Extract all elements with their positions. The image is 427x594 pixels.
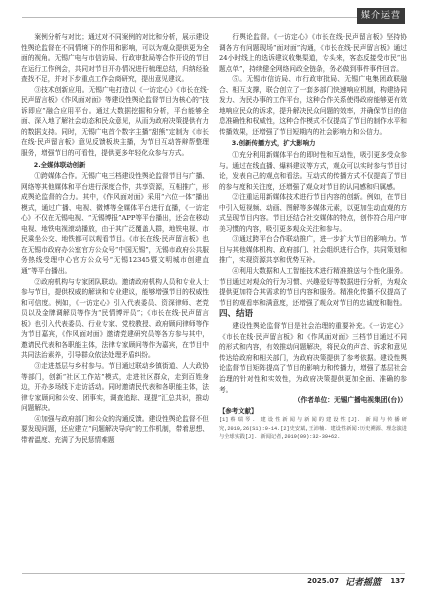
author-affiliation: （作者单位：无锡广播电视集团(台)） (293, 396, 407, 405)
section-tag: 媒介运营 (357, 8, 405, 24)
footer-rule (22, 573, 405, 574)
subheading: 3.创新传播方式，扩大影响力 (231, 139, 316, 148)
paragraph: ①充分利用新媒体平台的即时性和互动性，吸引更多受众参与。通过在线直播、爆料建议等方式，观众可以实时参与节目讨论，发表自己的观点和看法。互动式的传播方式不仅提高了节目的参与度和关注度，还增强了观众对节目的认同感和归属感。 (219, 151, 407, 191)
paragraph: ②政府机构与专家团队联动。邀请政府机构人员和专业人士参与节目，提供权威的解读和专业建议，能够增强节目的权威性和可信度。例如，《一访定心》引入代表委员、资深律师、老党员以及金牌调解员等作为“民情博评员”；《市长在线·民声留言板》也引入代表委员、行业专家、党校教授、政府顾问律师等作为节目嘉宾，《作风面对面》邀请党建研究员等各方参与其中，邀请民代表和各职能主体，法律专家顾问等作为嘉宾，在节目中共同法治素养，引导群众依法处理矛盾纠纷。 (21, 277, 209, 360)
page-number: 137 (390, 577, 405, 585)
reference-list: [1]蔡瑞琴. 建设性新闻与新闻的建设性[J]. 新闻与传播研究,2019,26(S1):9-14.[2]史安斌,王沛楠. 建设性新闻:历史溯源、理念演进与全球实践[J]. 新闻记者,2019(09):32-39+62. (219, 417, 407, 441)
left-column (21, 32, 209, 445)
paragraph: ①跨媒体合作。无锡广电三档建设性舆论监督节目与广播、网络等其他媒体和平台进行深度合作，共享资源，互相推广，形成舆论监督的合力。其中，《作风面对面》采用“六位一体”播出模式，通过广播、电视、微博等全媒体平台进行直播，《一访定心》不仅在无锡电视、“无锡博报”APP等平台播出，还会在移动电视、地铁电视滚动播放，由于其广泛覆盖人群，地铁电视、市民乘坐公交、地铁都可以观看节目。《市长在线·民声留言板》也在无锡市政府办公室官方公众号“中国无锡”，无锡市政府公共服务热线受理中心官方公众号“无锡12345暨文明城市创建直通”等平台播出。 (21, 172, 209, 276)
paragraph: 建设性舆论监督节目是社会治理的重要补充。《一访定心》《市长在线·民声留言板》和《作风面对面》三档节目通过不同的形式和内容，有效推动问题解决，将民众的声音、诉求和意见传达给政府和相关部门，为政府决策提供了参考依据。建设性舆论监督节目矩阵提高了节目的影响力和传播力，增强了基层社会治理的针对性和实效性，为政府决策提供更加全面、准确的参考。 (219, 322, 407, 394)
paragraph: ③通过跨平台合作联动推广，进一步扩大节目的影响力。节目与其他媒体机构、政府部门、社会组织进行合作，共同策划和推广，实现资源共享和优势互补。 (219, 235, 407, 265)
magazine-logo: 记者摇篮 (344, 578, 381, 588)
right-column (219, 32, 407, 442)
subheading: 2.全媒体联动创新 (33, 160, 86, 169)
paragraph: ②注重运用新媒体技术进行节目内容的创新。例如，在节目中引入短视频、动画、图解等多媒体元素，以更加生动直观的方式呈现节目内容。节目还结合社交媒体的特点，创作符合用户审美习惯的内容，吸引更多观众关注和参与。 (219, 193, 407, 233)
header-rule (22, 17, 405, 18)
paragraph: ③技术创新应用。无锡广电打造以《一访定心》《市长在线·民声留言板》《作风面对面》等建设性舆论监督节目为核心的“技诉即应”融合应用平台。通过大数据挖掘和分析，平台能够全面、深入地了解社会动态和民众意见，从而为政府决策提供有力的数据支持。同时，无锡广电首个数字主播“甜熊”定制为《市长在线·民声留言板》意见反馈板块主播，为节目互动答辩帮整理服务，增强节目的可看性，提供更多年轻化众参与方式。 (21, 85, 209, 158)
section-heading: 四、结语 (219, 309, 254, 320)
references-heading: 【参考文献】 (219, 406, 258, 415)
paragraph: ③走进基层与乡村参与。节目通过联动乡镇街道、人大政协等部门，创新“社区工作站”模式，走进社区群众，走到百姓身边，开办多场线下走访活动。同时邀请民代表和各职能主体，法律专家顾问和公安、团事实，调查追踪、现提”汇总共识，推动问题解决。 (21, 361, 209, 413)
paragraph: ④加强与政府部门和公众的沟通反馈。建设性舆论监督不但要发现问题，还应建立“问题解决导向”的工作机制，带着思想、带着温度、充满了为民惩情难题 (21, 414, 209, 444)
paragraph: 行舆论监督。《一访定心》《市长在线·民声留言板》坚持协调各方有问题现场“面对面”沟通，《市长在线·民声留言板》通过24小时线上的选诉建议收集渠道，专头来，客态反接受市民“出题点单”，持续健全网络问政全链条，务必做到事件事件回音。 (219, 33, 407, 73)
paragraph: ④利用大数据和人工智能技术进行精准推送与个性化服务。节目通过对观众的行为习惯、兴趣爱好等数据进行分析，为观众提供更加符合其需求的节目内容和服务。精准化传播不仅提高了节目的观看率和满意度，还增强了观众对节目的忠诚度和黏性。 (219, 267, 407, 307)
paragraph: ⑤。无锡市信访局、市行政审批局、无锡广电集团政联融合、相互支撑，联合创立了一套多部门快速响应机制，构建协同发力、为民办事的工作平台，这种合作关系使得政府能够更有效地响应民众的诉求，提升解决民众问题的效率，并确保节目的信息准确性和权威性，这种合作模式不仅提高了节目的制作水平和传播效果，还增强了节目短期内的社会影响力和公信力。 (219, 75, 407, 136)
paragraph: 案例分析与对比；通过对不同案例的对比和分析，展示建设性舆论监督在不同情境下的作用和影响，可以为观众提供更为全面的视角。无锡广电与市信访局、行政审批局等合作开设的节目在运行工作例会，共同对节目开办情况进行梳理总结，归纳经验查找不足，并对下步重点工作会商研究，提出意见建议。 (21, 33, 209, 84)
issue-date: 2025.07 (307, 577, 339, 585)
